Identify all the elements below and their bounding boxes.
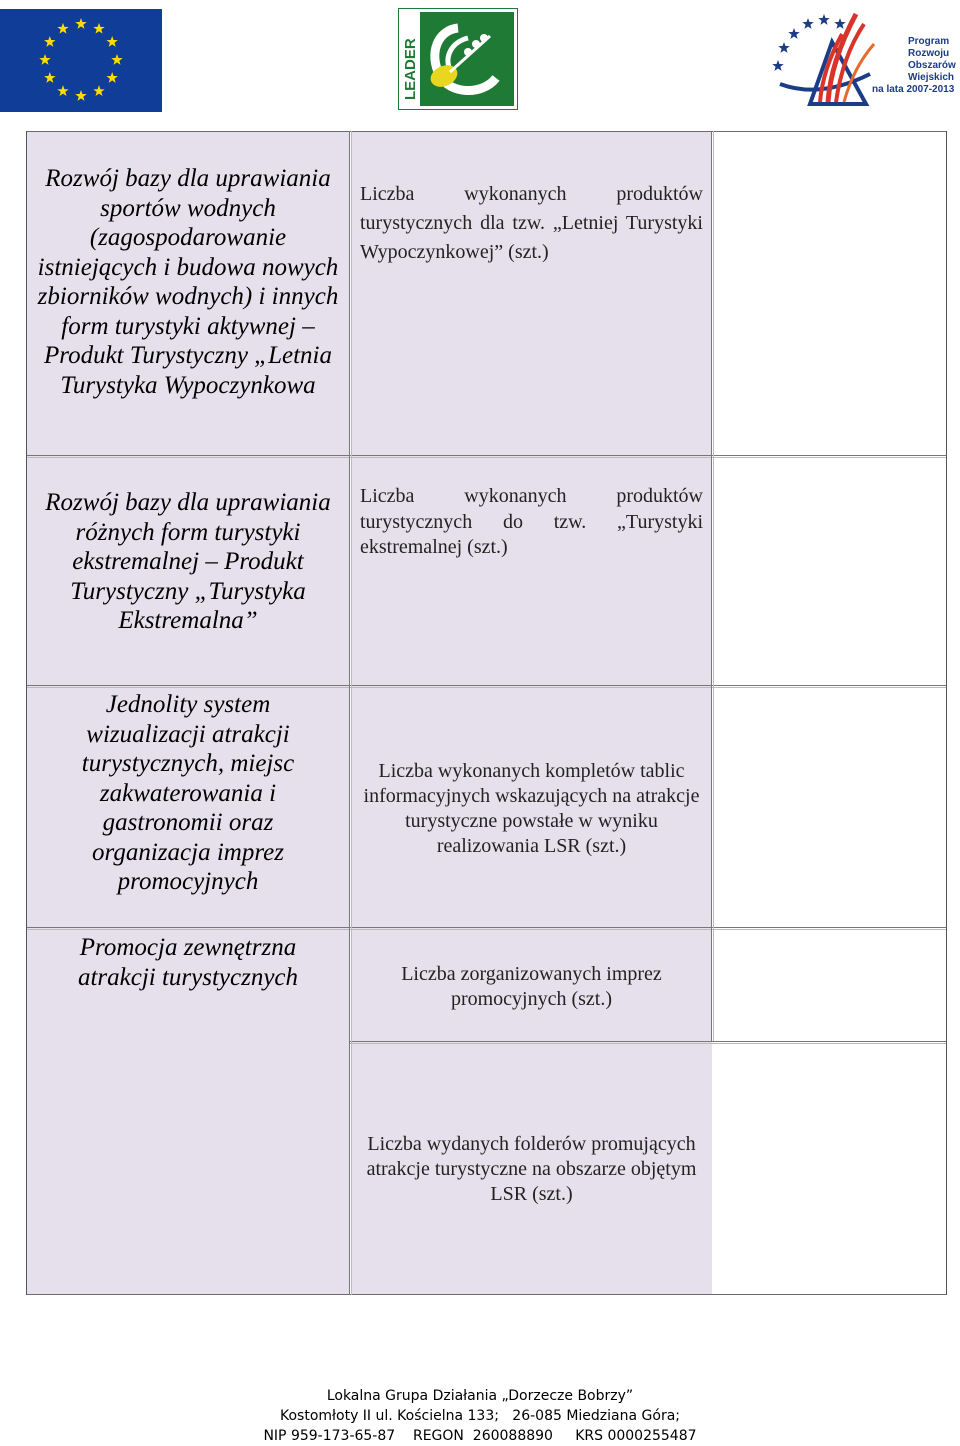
objective-text: Rozwój bazy dla uprawiania różnych form turystyki ekstremalnej – Produkt Turystyczny „Turystyka Ekstremalna” [45, 489, 331, 634]
prow-line: Program [908, 36, 950, 47]
indicator-text: Liczba wykonanych kompletów tablic informacyjnych wskazujących na atrakcje turystyczne powstałe w wyniku realizowania LSR (szt.) [363, 760, 700, 857]
prow-star-icon [788, 28, 799, 39]
footer-organization: Lokalna Grupa Działania „Dorzecze Bobrzy” [326, 1388, 634, 1404]
eu-star-icon [57, 23, 68, 34]
prow-star-icon [834, 18, 845, 29]
eu-star-icon [106, 72, 117, 83]
prow-logo-years: na lata 2007-2013 [872, 84, 955, 95]
prow-line: Wiejskich [908, 72, 955, 83]
footer-registration: NIP 959-173-65-87 REGON 260088890 KRS 0000255487 [263, 1428, 697, 1444]
eu-star-icon [111, 54, 122, 65]
prow-star-icon [802, 18, 813, 29]
prow-emblem-icon [770, 4, 900, 114]
eu-star-icon [106, 36, 117, 47]
objective-text: Promocja zewnętrzna atrakcji turystycznych [77, 934, 299, 991]
eu-star-icon [39, 54, 50, 65]
prow-line: Obszarów [908, 60, 956, 71]
eu-star-icon [44, 36, 55, 47]
eu-flag-logo [0, 9, 162, 112]
leader-logo [398, 8, 518, 110]
footer [0, 1386, 960, 1446]
eu-star-icon [44, 72, 55, 83]
prow-logo [770, 4, 960, 114]
eu-star-icon [93, 23, 104, 34]
indicator-text: Liczba wykonanych produktów turystycznych dla tzw. „Letniej Turystyki Wypoczynkowej” (szt.) [360, 183, 703, 263]
prow-logo-name [908, 36, 956, 84]
indicator-text: Liczba wykonanych produktów turystycznych do tzw. „Turystyki ekstremalnej (szt.) [360, 485, 703, 558]
footer-address: Kostomłoty II ul. Kościelna 133; 26-085 Miedziana Góra; [280, 1408, 680, 1424]
prow-star-icon [778, 42, 789, 53]
eu-star-icon [93, 85, 104, 96]
leader-logo-text: LEADER [402, 38, 419, 100]
eu-star-icon [57, 85, 68, 96]
table-cell-indicator [352, 132, 712, 1294]
indicator-text: Liczba wydanych folderów promujących atrakcje turystyczne na obszarze objętym LSR (szt.) [366, 1133, 697, 1205]
objective-text: Rozwój bazy dla uprawiania sportów wodnych (zagospodarowanie istniejących i budowa nowych zbiorników wodnych) i innych form turystyki aktywnej – Produkt Turystyczny „Letnia Turystyka Wypoczynkowa [37, 165, 339, 399]
indicator-table [26, 131, 947, 1295]
eu-star-icon [75, 90, 86, 101]
prow-line: Rozwoju [908, 48, 950, 59]
indicator-text: Liczba zorganizowanych imprez promocyjnych (szt.) [401, 963, 662, 1010]
objective-text: Jednolity system wizualizacji atrakcji turystycznych, miejsc zakwaterowania i gastronomii oraz organizacja imprez promocyjnych [81, 691, 295, 895]
eu-stars-icon [0, 9, 162, 112]
prow-star-icon [818, 14, 829, 25]
prow-star-icon [772, 60, 783, 71]
eu-star-icon [75, 18, 86, 29]
